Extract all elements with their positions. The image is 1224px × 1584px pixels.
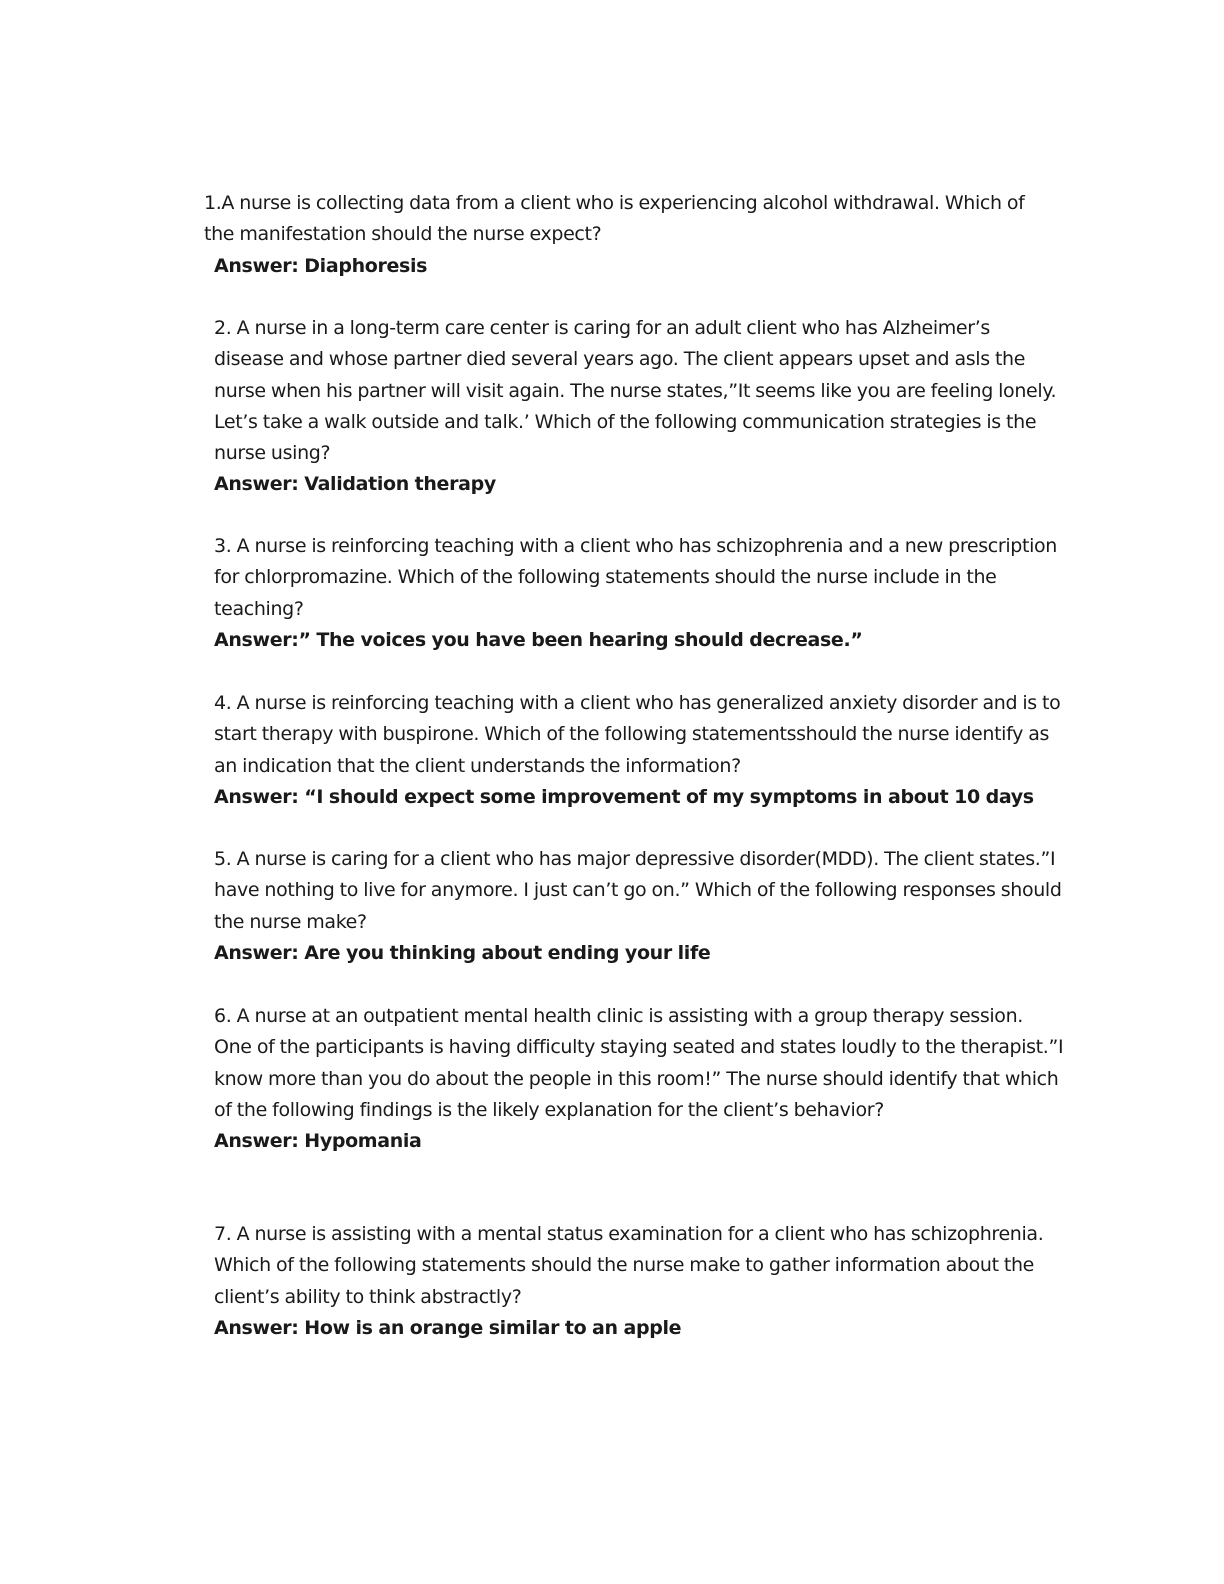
question-block-1	[204, 188, 1054, 282]
question-text: 1.A nurse is collecting data from a client who is experiencing alcohol withdrawal. Which of the manifestation should the nurse expect?	[204, 192, 1025, 246]
question-block-4	[214, 688, 1064, 813]
question-text: 7. A nurse is assisting with a mental status examination for a client who has schizophrenia. Which of the following statements should the nurse make to gather information about the client’s ability to think abstractly?	[214, 1223, 1044, 1308]
answer-text: Answer: “I should expect some improvement of my symptoms in about 10 days	[214, 785, 1034, 808]
question-text: 2. A nurse in a long-term care center is caring for an adult client who has Alzheimer’s disease and whose partner died several years ago. The client appears upset and asls the nurse when his partner will visit again. The nurse states,”It seems like you are feeling lonely. Let’s take a walk outside and talk.’ Which of the following communication strategies is the nurse using?	[214, 317, 1057, 465]
question-block-2	[214, 313, 1064, 501]
question-text: 3. A nurse is reinforcing teaching with a client who has schizophrenia and a new prescription for chlorpromazine. Which of the following statements should the nurse include in the teaching?	[214, 535, 1057, 620]
answer-text: Answer: Diaphoresis	[214, 254, 428, 277]
question-text: 4. A nurse is reinforcing teaching with a client who has generalized anxiety disorder and is to start therapy with buspirone. Which of the following statementsshould the nurse identify as an indication that the client understands the information?	[214, 692, 1061, 777]
answer-text: Answer: Hypomania	[214, 1130, 422, 1153]
answer-text: Answer:” The voices you have been hearing should decrease.”	[214, 628, 863, 651]
answer-text: Answer: How is an orange similar to an apple	[214, 1316, 682, 1339]
question-block-7	[214, 1219, 1064, 1344]
question-block-5	[214, 844, 1064, 969]
question-text: 6. A nurse at an outpatient mental health clinic is assisting with a group therapy session. One of the participants is having difficulty staying seated and states loudly to the therapist.”I know more than you do about the people in this room!” The nurse should identify that which of the following findings is the likely explanation for the client’s behavior?	[214, 1005, 1064, 1121]
answer-text: Answer: Validation therapy	[214, 473, 496, 496]
question-text: 5. A nurse is caring for a client who has major depressive disorder(MDD). The client states.”I have nothing to live for anymore. I just can’t go on.” Which of the following responses should the nurse make?	[214, 848, 1062, 933]
question-block-6	[214, 1001, 1064, 1157]
question-block-3	[214, 531, 1064, 656]
answer-text: Answer: Are you thinking about ending your life	[214, 941, 711, 964]
